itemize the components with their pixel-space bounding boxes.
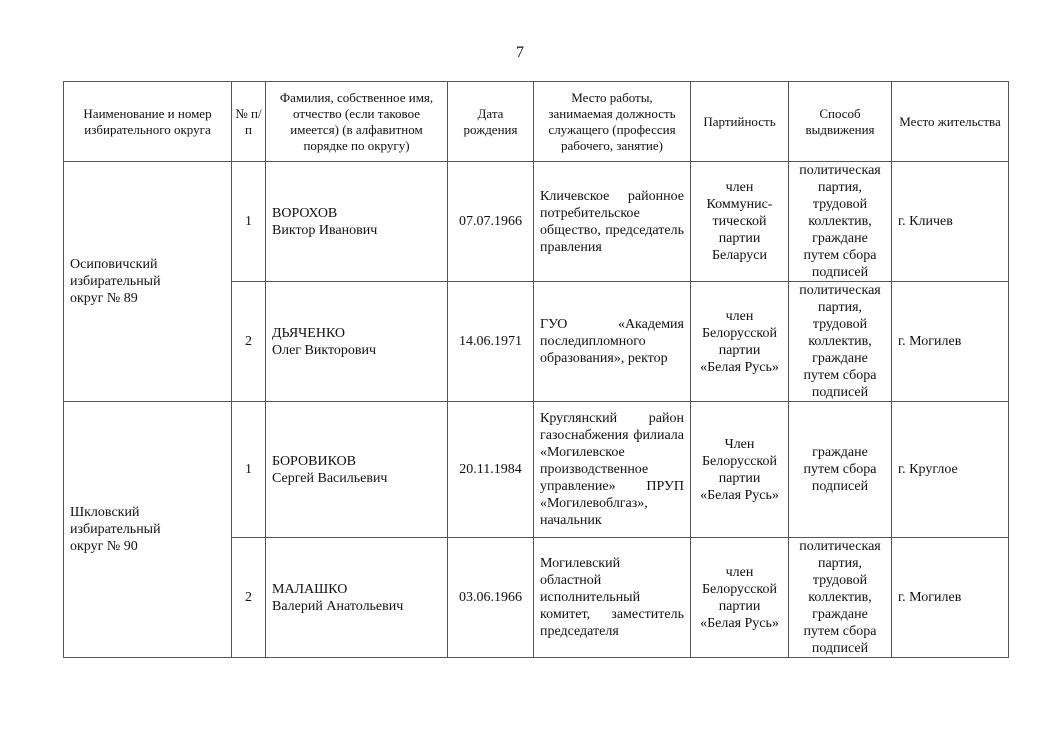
candidate-number: 2 <box>232 282 266 402</box>
candidate-surname: ДЬЯЧЕНКО <box>272 325 346 341</box>
candidate-number: 1 <box>232 162 266 282</box>
header-birthdate: Дата рождения <box>448 82 534 162</box>
candidate-residence: г. Кличев <box>892 162 1009 282</box>
candidate-number: 1 <box>232 402 266 538</box>
candidate-nomination: граждане путем сбора подписей <box>789 402 892 538</box>
candidate-surname: МАЛАШКО <box>272 581 348 597</box>
candidate-residence: г. Круглое <box>892 402 1009 538</box>
candidate-party: член Коммунис-тической партии Беларуси <box>691 162 789 282</box>
header-fullname: Фамилия, собственное имя, отчество (если таковое имеется) (в алфавитном порядке по округу) <box>266 82 448 162</box>
candidate-fullname <box>266 538 448 658</box>
district-name: Осиповичский избирательный округ № 89 <box>64 162 232 402</box>
header-party: Партийность <box>691 82 789 162</box>
candidate-given-name: Валерий Анатольевич <box>272 598 404 614</box>
header-district: Наименование и номер избирательного округа <box>64 82 232 162</box>
header-workplace: Место работы, занимаемая должность служащего (профессия рабочего, занятие) <box>534 82 691 162</box>
table-header-row <box>64 82 1009 162</box>
page-number: 7 <box>516 44 524 61</box>
candidate-workplace: Круглянский район газоснабжения филиала «Могилевское производственное управление» ПРУП «Могилевоблгаз», начальник <box>534 402 691 538</box>
header-number: № п/п <box>232 82 266 162</box>
candidate-fullname <box>266 162 448 282</box>
table-row <box>64 162 1009 282</box>
candidate-nomination: политическая партия, трудовой коллектив, граждане путем сбора подписей <box>789 162 892 282</box>
candidate-workplace: Могилевский областной исполнительный комитет, заместитель председателя <box>534 538 691 658</box>
candidate-workplace: Кличевское районное потребительское общество, председатель правления <box>534 162 691 282</box>
candidate-party: член Белорусской партии «Белая Русь» <box>691 538 789 658</box>
candidate-party: член Белорусской партии «Белая Русь» <box>691 282 789 402</box>
candidate-birthdate: 20.11.1984 <box>448 402 534 538</box>
candidate-birthdate: 14.06.1971 <box>448 282 534 402</box>
candidate-party: Член Белорусской партии «Белая Русь» <box>691 402 789 538</box>
candidate-birthdate: 03.06.1966 <box>448 538 534 658</box>
candidate-surname: БОРОВИКОВ <box>272 453 357 469</box>
header-nomination: Способ выдвижения <box>789 82 892 162</box>
table-row <box>64 402 1009 538</box>
candidate-workplace: ГУО «Академия последипломного образования», ректор <box>534 282 691 402</box>
candidate-given-name: Виктор Иванович <box>272 222 378 238</box>
candidate-nomination: политическая партия, трудовой коллектив, граждане путем сбора подписей <box>789 282 892 402</box>
candidates-table <box>63 81 1009 658</box>
candidate-fullname <box>266 282 448 402</box>
candidate-given-name: Олег Викторович <box>272 342 377 358</box>
candidate-fullname <box>266 402 448 538</box>
candidate-birthdate: 07.07.1966 <box>448 162 534 282</box>
header-residence: Место жительства <box>892 82 1009 162</box>
candidate-number: 2 <box>232 538 266 658</box>
district-name: Шкловский избирательный округ № 90 <box>64 402 232 658</box>
candidate-surname: ВОРОХОВ <box>272 205 338 221</box>
candidate-residence: г. Могилев <box>892 538 1009 658</box>
candidate-given-name: Сергей Васильевич <box>272 470 388 486</box>
candidate-nomination: политическая партия, трудовой коллектив, граждане путем сбора подписей <box>789 538 892 658</box>
candidate-residence: г. Могилев <box>892 282 1009 402</box>
